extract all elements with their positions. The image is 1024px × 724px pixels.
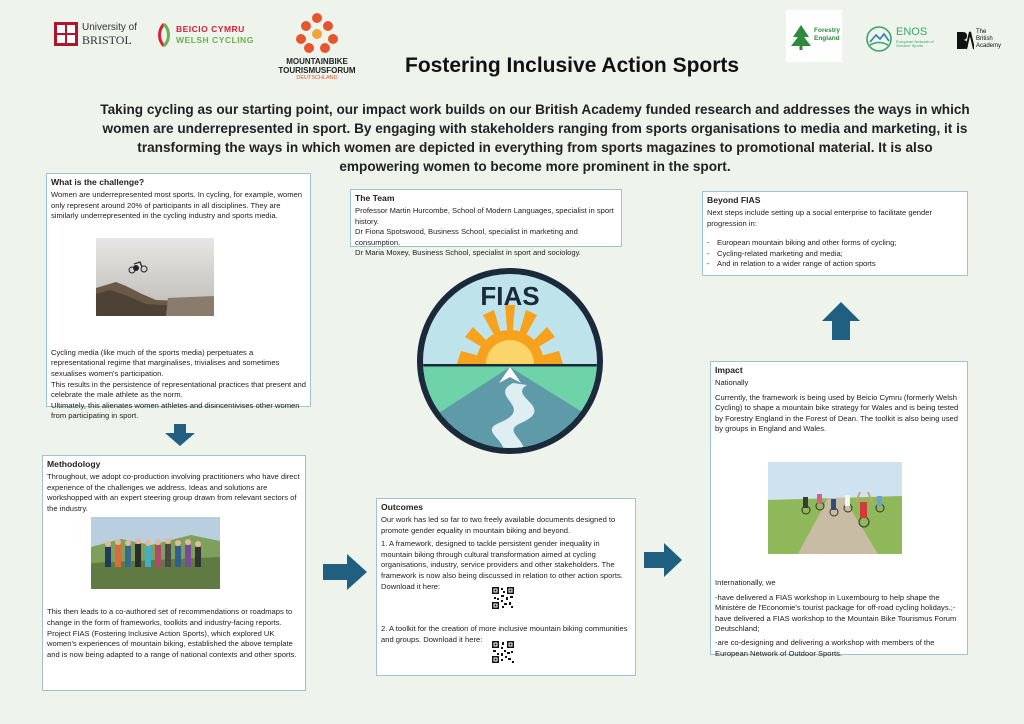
welsh-line2: WELSH CYCLING — [176, 35, 254, 45]
forestry-england-logo — [786, 10, 842, 62]
challenge-text-1: Women are underrepresented most sports. In cycling, for example, women only represent around 20% of participants in all disciplines. They are similarly underrepresented in the cycling industry and sports media. — [51, 190, 302, 221]
enos-line2: European Network of Outdoor Sports — [896, 39, 934, 49]
team-box — [350, 189, 622, 258]
outcomes-heading: Outcomes — [381, 502, 424, 512]
challenge-heading: What is the challenge? — [51, 177, 145, 187]
arrow-right-icon-right — [644, 543, 682, 577]
outcomes-text-1: Our work has led so far to two freely available documents designed to promote gender equality in mountain biking and beyond. — [381, 515, 616, 535]
ba-line1: The — [976, 29, 987, 35]
arrow-down-icon — [165, 424, 195, 446]
beyond-item-3: - And in relation to a wider range of action sports — [707, 259, 963, 270]
beyond-heading: Beyond FIAS — [707, 195, 761, 205]
ba-line2: British — [976, 36, 993, 42]
impact-internationally: Internationally, we — [715, 577, 776, 587]
outcomes-text-2: 1. A framework, designed to tackle persistent gender inequality in mountain biking through cultural transformation aimed at cycling organisations, industry, service providers and other stakeholders. The framework is now also being discussed in relation to other action sports. Download it here: — [381, 539, 623, 591]
impact-text-3: -are co-designing and delivering a workshop with members of the European Network of Outdoor Sports. — [715, 637, 935, 658]
mountain-bike-jump-photo — [96, 238, 214, 316]
mtb-line1: MOUNTAINBIKE — [286, 57, 348, 66]
british-academy-mark-icon — [956, 30, 974, 50]
mtb-forum-logo — [272, 12, 362, 88]
team-member-3: Dr Maria Moxey, Business School, specialist in sport and sociology. — [355, 248, 581, 258]
enos-logo — [866, 24, 942, 54]
enos-mark-icon — [866, 26, 892, 52]
team-heading: The Team — [355, 193, 395, 203]
cyclists-photo — [768, 462, 902, 554]
framework-qr-code[interactable] — [491, 586, 515, 610]
fias-logo-text: FIAS — [480, 281, 540, 311]
group-photo — [91, 517, 220, 589]
methodology-text-2: This then leads to a co-authored set of recommendations or roadmaps to change in the form of frameworks, toolkits and industry-facing reports. Project FIAS (Fostering Inclusive Action Sports), which explored UK women's experiences of mountain biking, established the above template and is now being adapted to a range of national contexts and other sports. — [47, 607, 297, 659]
outcomes-text-3: 2. A toolkit for the creation of more inclusive mountain biking communities and groups. Download it here: — [381, 624, 628, 644]
challenge-text-4: Ultimately, this alienates women athletes and disincentivises other women from participating in sport. — [51, 400, 300, 421]
team-member-2: Dr Fiona Spotswood, Business School, specialist in marketing and consumption. — [355, 227, 578, 247]
welsh-line1: BEICIO CYMRU — [176, 24, 245, 34]
bristol-crest-icon — [54, 22, 78, 46]
methodology-text-1: Throughout, we adopt co-production involving practitioners who have direct experience of the challenges we address. Ideas and solutions are workshopped with an expert steering group drawn from relevant sectors of the industry. — [47, 472, 300, 513]
mtb-forum-dots-icon — [294, 12, 340, 56]
methodology-heading: Methodology — [47, 459, 101, 469]
british-academy-logo — [956, 28, 1006, 54]
mtb-line3: DEUTSCHLAND — [296, 75, 338, 81]
arrow-up-icon — [822, 302, 860, 340]
beyond-box — [702, 191, 968, 276]
forestry-line2: England — [814, 35, 840, 42]
mtb-line2: TOURISMUSFORUM — [278, 66, 356, 75]
toolkit-qr-code[interactable] — [491, 640, 515, 664]
challenge-text-2: Cycling media (like much of the sports media) perpetuates a representational regime that marginalises, trivialises and sometimes sexualises women's participation. — [51, 347, 280, 378]
page-title: Fostering Inclusive Action Sports — [405, 54, 740, 77]
beyond-text: Next steps include setting up a social enterprise to facilitate gender progression in: — [707, 208, 932, 228]
ba-line3: Academy — [976, 43, 1002, 49]
impact-heading: Impact — [715, 365, 743, 375]
beyond-item-1: - European mountain biking and other forms of cycling; — [707, 238, 963, 249]
enos-line1: ENOS — [896, 26, 928, 38]
beyond-list — [707, 238, 963, 270]
intro-paragraph: Taking cycling as our starting point, our impact work builds on our British Academy funded research and addresses the ways in which women are underrepresented in sport. By engaging with stakeholders ranging from sports organisations to media and marketing, it is transforming the ways in which women are depicted in everything from sports magazines to promotional material. It is also empowering women to become more prominent in the sport. — [100, 102, 970, 174]
welsh-cycling-logo — [156, 20, 264, 48]
forestry-line1: Forestry — [814, 27, 841, 34]
impact-text-2: -have delivered a FIAS workshop in Luxembourg to help shape the Ministère de l'Economie's tourist package for off-road cycling holidays.;-have delivered a FIAS workshop to the Mountain Bike Tourismus Forum Deutschland; — [715, 592, 957, 634]
fias-logo — [417, 257, 603, 465]
bristol-logo — [54, 20, 140, 48]
team-member-1: Professor Martin Hurcombe, School of Modern Languages, specialist in sport history. — [355, 206, 614, 226]
tree-icon — [790, 24, 812, 50]
bristol-line1: University of — [82, 22, 138, 33]
welsh-cycling-mark-icon — [156, 22, 172, 48]
arrow-right-icon-left — [323, 554, 367, 590]
challenge-text-3: This results in the persistence of representational practices that present and celebrate the male athlete as the norm. — [51, 379, 306, 400]
impact-nationally: Nationally — [715, 378, 749, 387]
impact-text-1: Currently, the framework is being used by Beicio Cymru (formerly Welsh Cycling) to shape a mountain bike strategy for Wales and is being tested by Forestry England in the Forest of Dean. The toolkit is also being used by groups in England and Wales. — [715, 392, 959, 434]
bristol-line2: BRISTOL — [82, 33, 132, 47]
beyond-item-2: - Cycling-related marketing and media; — [707, 249, 963, 260]
